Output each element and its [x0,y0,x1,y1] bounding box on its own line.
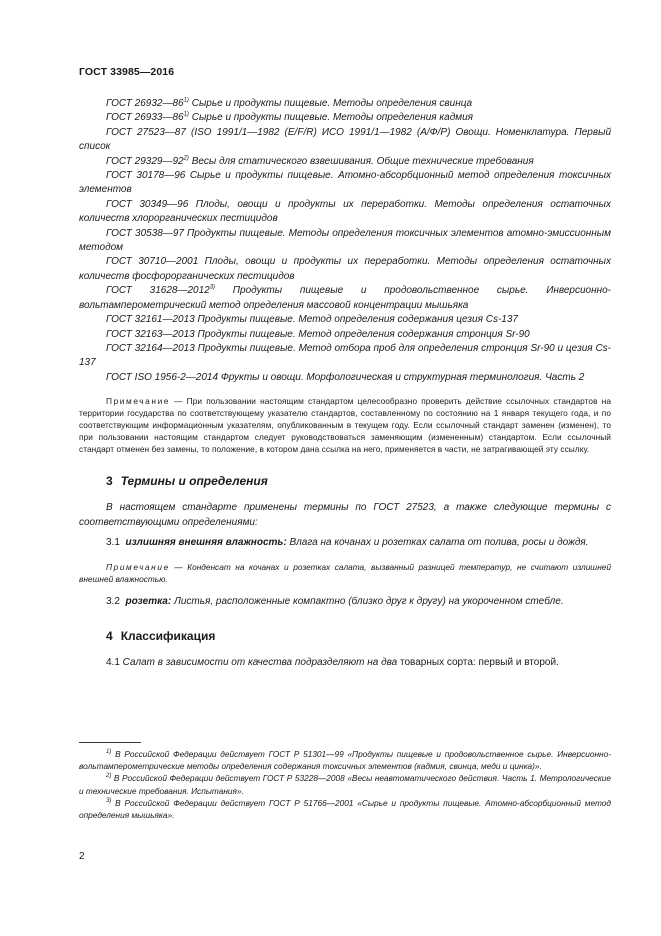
reference-item: ГОСТ 30349—96 Плоды, овощи и продукты их переработки. Методы определения остаточных количеств хлорорганических пестицидов [79,198,612,225]
page-number: 2 [79,851,85,862]
term-3-1-note: Примечание — Конденсат на кочанах и розетках салата, вызванный разницей температур, не считают излишней внешней влажностью. [79,561,611,584]
reference-item: ГОСТ 30710—2001 Плоды, овощи и продукты их переработки. Методы определения остаточных количеств фосфорорганических пестицидов [79,256,611,282]
footnote-item: $^{3)}$ В Российской Федерации действует ГОСТ Р 51766—2001 «Сырье и продукты пищевые. Атомно-абсорбционный метод определения мышьяка». [79,797,611,821]
footnote-item: $^{2)}$ В Российской Федерации действует ГОСТ Р 53228—2008 «Весы неавтоматического действия. Часть 1. Метрологические и технические требования. Испытания». [79,773,611,796]
reference-item: ГОСТ ISO 1956-2—2014 Фрукты и овощи. Морфологическая и структурная терминология. Часть 2 [106,371,585,383]
document-header: ГОСТ 33985—2016 [79,66,175,78]
footnote-item: $^{1)}$ В Российской Федерации действует ГОСТ Р 51301—99 «Продукты пищевые и продовольственное сырье. Инверсионно-вольтамперометрические методы определения содержания токсичных элементов (кадмия, свинца, меди и цинка)». [79,749,611,772]
footnotes [79,748,611,821]
reference-item: ГОСТ 30538—97 Продукты пищевые. Методы определения токсичных элементов атомно-эмиссионным методом [79,227,611,254]
reference-item: ГОСТ 26933—86$^{1)}$ Сырье и продукты пищевые. Методы определения кадмия [106,112,473,124]
section-3-intro: В настоящем стандарте применены термины по ГОСТ 27523, а также следующие термины с соответствующими определениями: [79,502,611,528]
reference-item: ГОСТ 31628—2012$^{3)}$ Продукты пищевые и продовольственное сырье. Инверсионно-вольтамперометрический метод определения массовой концентрации мышьяка [79,284,612,311]
reference-item: ГОСТ 32164—2013 Продукты пищевые. Метод отбора проб для определения стронция Sr-90 и цезия Cs-137 [79,342,611,369]
reference-item: ГОСТ 26932—86$^{1)}$ Сырье и продукты пищевые. Методы определения свинца [106,97,473,109]
section-4-1: 4.1 Салат в зависимости от качества подразделяют на два товарных сорта: первый и второй. [106,656,559,668]
term-3-2: 3.2 розетка: Листья, расположенные компактно (близко друг к другу) на укороченном стебле. [106,595,564,607]
reference-item: ГОСТ 30178—96 Сырье и продукты пищевые. Атомно-абсорбционный метод определения токсичных элементов [79,170,611,196]
term-3-1: 3.1 излишняя внешняя влажность: Влага на кочанах и розетках салата от полива, росы и дождя. [106,537,589,549]
reference-item: ГОСТ 29329—92$^{2)}$ Весы для статического взвешивания. Общие технические требования [106,155,534,167]
reference-item: ГОСТ 27523—87 (ISO 1991/1—1982 (E/F/R) ИСО 1991/1—1982 (А/Ф/Р) Овощи. Номенклатура. Первый список [79,126,612,153]
note-label: Примечание [106,396,171,407]
references-list [79,97,611,385]
reference-item: ГОСТ 32161—2013 Продукты пищевые. Метод определения содержания цезия Cs-137 [106,314,518,326]
section-3-heading: 3 Термины и определения [106,474,268,489]
footnote-divider [79,742,141,743]
reference-item: ГОСТ 32163—2013 Продукты пищевые. Метод определения содержания стронция Sr-90 [106,328,530,340]
section-4-heading: 4 Классификация [106,628,216,643]
references-note: Примечание — При пользовании настоящим стандартом целесообразно проверить действие ссылочных стандартов на территории государства по соответствующему указателю стандартов, составленному по состоянию на 1 января текущего года, и по соответствующим информационным указателям, опубликованным в текущем году. Если ссылочный стандарт заменен (изменен), то при пользовании настоящим стандартом следует руководствоваться заменяющим (измененным) стандартом. Если ссылочный стандарт отменен без замены, то положение, в котором дана ссылка на него, применяется в части, не затрагивающей эту ссылку. [79,396,611,455]
